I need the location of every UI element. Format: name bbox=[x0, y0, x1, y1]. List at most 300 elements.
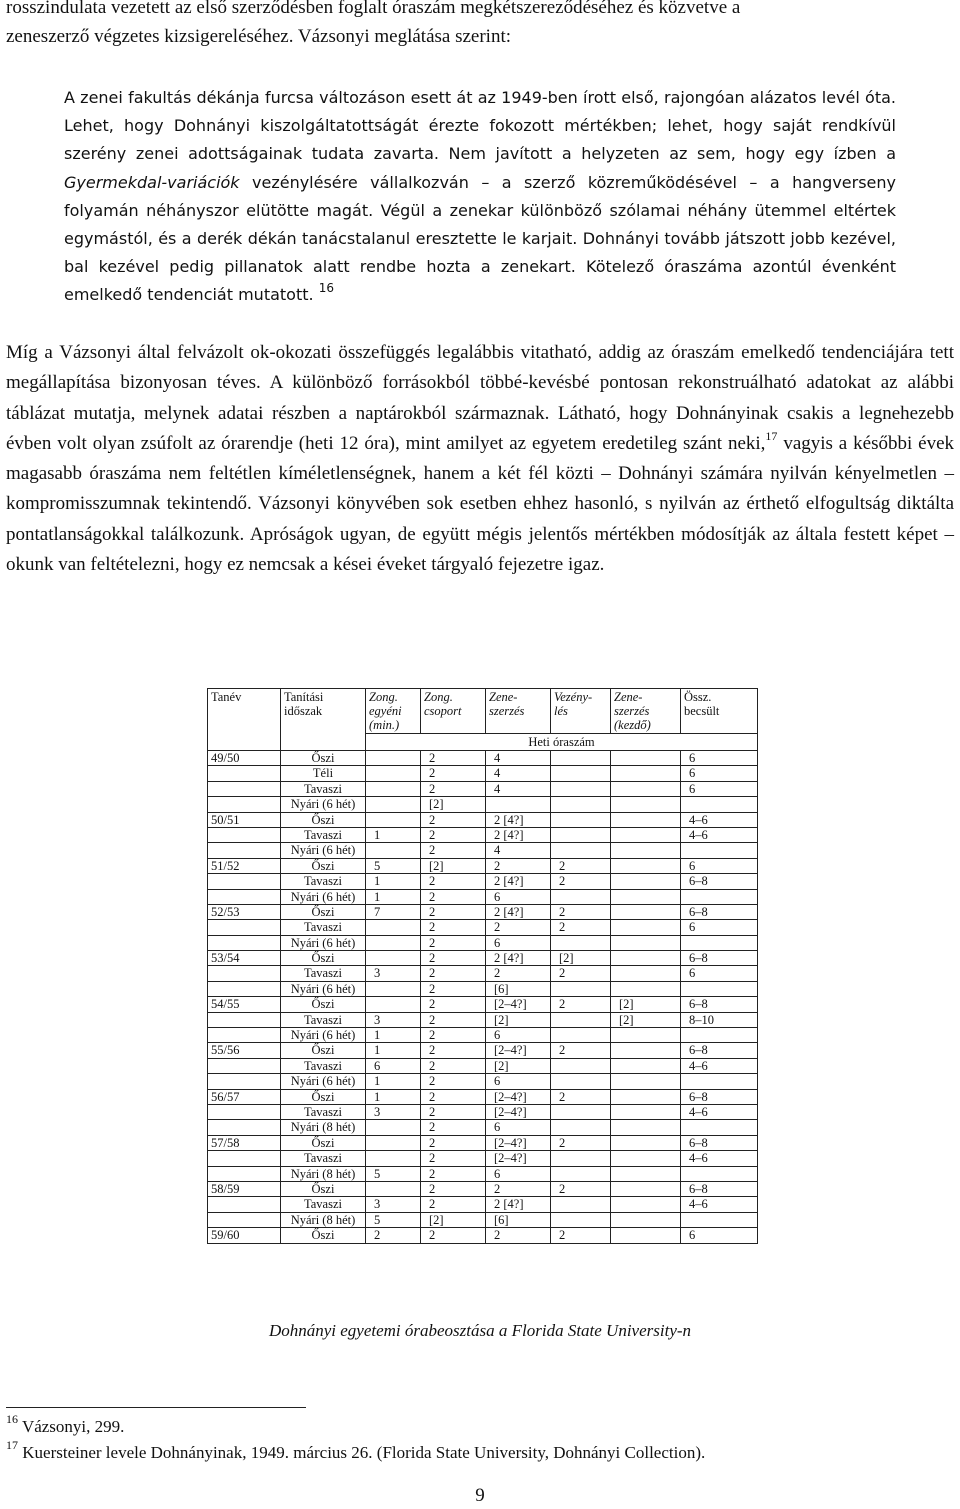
cell-tanev: 51/52 bbox=[208, 858, 281, 873]
cell-idoszak: Nyári (6 hét) bbox=[281, 935, 366, 950]
cell-tanev bbox=[208, 935, 281, 950]
intro-line-2: zeneszerző végzetes kizsigereléséhez. Vázsonyi meglátása szerint: bbox=[6, 25, 512, 47]
cell-vezenyles: 2 bbox=[551, 874, 611, 889]
table-row bbox=[208, 827, 758, 842]
cell-vezenyles bbox=[551, 981, 611, 996]
cell-csoport: 2 bbox=[421, 920, 486, 935]
cell-tanev bbox=[208, 1212, 281, 1227]
cell-csoport: 2 bbox=[421, 843, 486, 858]
cell-kezdo bbox=[611, 935, 681, 950]
table-row bbox=[208, 1135, 758, 1150]
table-row bbox=[208, 1166, 758, 1181]
footnote-ref-16[interactable]: 16 bbox=[318, 281, 334, 296]
cell-zeneszerzes: [2–4?] bbox=[486, 1043, 551, 1058]
cell-vezenyles bbox=[551, 889, 611, 904]
page-number: 9 bbox=[475, 1485, 485, 1506]
cell-idoszak: Őszi bbox=[281, 1228, 366, 1243]
cell-idoszak: Tavaszi bbox=[281, 1197, 366, 1212]
cell-csoport: 2 bbox=[421, 1043, 486, 1058]
cell-ossz: 6 bbox=[681, 1228, 758, 1243]
cell-egyeni bbox=[366, 951, 421, 966]
cell-idoszak: Tavaszi bbox=[281, 1012, 366, 1027]
cell-vezenyles bbox=[551, 1058, 611, 1073]
cell-ossz bbox=[681, 843, 758, 858]
cell-kezdo bbox=[611, 1043, 681, 1058]
cell-idoszak: Tavaszi bbox=[281, 1151, 366, 1166]
cell-kezdo bbox=[611, 1166, 681, 1181]
cell-tanev bbox=[208, 1012, 281, 1027]
cell-tanev bbox=[208, 827, 281, 842]
cell-csoport: 2 bbox=[421, 766, 486, 781]
cell-csoport: 2 bbox=[421, 827, 486, 842]
cell-egyeni: 1 bbox=[366, 1028, 421, 1043]
cell-zeneszerzes: 4 bbox=[486, 843, 551, 858]
table-row bbox=[208, 751, 758, 766]
cell-kezdo bbox=[611, 766, 681, 781]
intro-text bbox=[6, 0, 954, 52]
cell-csoport: 2 bbox=[421, 889, 486, 904]
cell-tanev: 55/56 bbox=[208, 1043, 281, 1058]
cell-kezdo: [2] bbox=[611, 997, 681, 1012]
table-row bbox=[208, 812, 758, 827]
table-row bbox=[208, 1120, 758, 1135]
cell-kezdo bbox=[611, 827, 681, 842]
cell-egyeni bbox=[366, 1181, 421, 1196]
table-row bbox=[208, 1089, 758, 1104]
cell-ossz: 6 bbox=[681, 766, 758, 781]
cell-ossz: 6–8 bbox=[681, 1181, 758, 1196]
cell-ossz: 4–6 bbox=[681, 1104, 758, 1119]
cell-idoszak: Őszi bbox=[281, 858, 366, 873]
table-row bbox=[208, 858, 758, 873]
cell-egyeni bbox=[366, 1120, 421, 1135]
schedule-table bbox=[207, 688, 758, 1244]
header-csoport: Zong. csoport bbox=[421, 689, 486, 734]
cell-vezenyles bbox=[551, 781, 611, 796]
cell-vezenyles bbox=[551, 751, 611, 766]
cell-vezenyles bbox=[551, 766, 611, 781]
cell-tanev: 59/60 bbox=[208, 1228, 281, 1243]
cell-csoport: 2 bbox=[421, 1166, 486, 1181]
cell-vezenyles: 2 bbox=[551, 997, 611, 1012]
cell-tanev bbox=[208, 797, 281, 812]
header-idoszak: Tanítási időszak bbox=[281, 689, 366, 751]
cell-kezdo bbox=[611, 1074, 681, 1089]
cell-egyeni bbox=[366, 751, 421, 766]
cell-kezdo bbox=[611, 1228, 681, 1243]
cell-egyeni: 5 bbox=[366, 858, 421, 873]
table-row bbox=[208, 904, 758, 919]
cell-zeneszerzes bbox=[486, 797, 551, 812]
cell-ossz: 4–6 bbox=[681, 812, 758, 827]
cell-egyeni: 1 bbox=[366, 827, 421, 842]
cell-ossz bbox=[681, 1166, 758, 1181]
footnote-17 bbox=[6, 1438, 706, 1463]
cell-vezenyles: 2 bbox=[551, 858, 611, 873]
table-row bbox=[208, 1212, 758, 1227]
cell-egyeni bbox=[366, 997, 421, 1012]
cell-kezdo bbox=[611, 1197, 681, 1212]
cell-kezdo bbox=[611, 1028, 681, 1043]
cell-egyeni bbox=[366, 920, 421, 935]
table-row bbox=[208, 997, 758, 1012]
table-row bbox=[208, 1028, 758, 1043]
cell-zeneszerzes: 2 [4?] bbox=[486, 951, 551, 966]
cell-egyeni bbox=[366, 1135, 421, 1150]
cell-egyeni: 5 bbox=[366, 1212, 421, 1227]
cell-vezenyles bbox=[551, 935, 611, 950]
cell-zeneszerzes: 2 [4?] bbox=[486, 827, 551, 842]
cell-tanev bbox=[208, 1120, 281, 1135]
cell-egyeni: 1 bbox=[366, 874, 421, 889]
cell-egyeni bbox=[366, 766, 421, 781]
cell-vezenyles: 2 bbox=[551, 1181, 611, 1196]
block-quote bbox=[64, 84, 896, 310]
cell-egyeni: 1 bbox=[366, 1089, 421, 1104]
cell-vezenyles bbox=[551, 1012, 611, 1027]
cell-zeneszerzes: 4 bbox=[486, 781, 551, 796]
table-row bbox=[208, 1012, 758, 1027]
table-row bbox=[208, 1104, 758, 1119]
cell-csoport: 2 bbox=[421, 1197, 486, 1212]
cell-kezdo: [2] bbox=[611, 1012, 681, 1027]
cell-kezdo bbox=[611, 874, 681, 889]
cell-kezdo bbox=[611, 751, 681, 766]
cell-zeneszerzes: [2–4?] bbox=[486, 997, 551, 1012]
cell-idoszak: Őszi bbox=[281, 1135, 366, 1150]
cell-zeneszerzes: 6 bbox=[486, 935, 551, 950]
table-row bbox=[208, 1074, 758, 1089]
cell-zeneszerzes: [2–4?] bbox=[486, 1151, 551, 1166]
cell-tanev bbox=[208, 766, 281, 781]
cell-egyeni bbox=[366, 935, 421, 950]
cell-csoport: 2 bbox=[421, 1058, 486, 1073]
footnote-17-number: 17 bbox=[6, 1438, 18, 1453]
cell-csoport: 2 bbox=[421, 751, 486, 766]
cell-ossz bbox=[681, 889, 758, 904]
cell-ossz: 4–6 bbox=[681, 827, 758, 842]
cell-idoszak: Őszi bbox=[281, 812, 366, 827]
cell-vezenyles bbox=[551, 1166, 611, 1181]
cell-tanev bbox=[208, 889, 281, 904]
cell-idoszak: Őszi bbox=[281, 904, 366, 919]
cell-csoport: [2] bbox=[421, 797, 486, 812]
cell-zeneszerzes: [2] bbox=[486, 1012, 551, 1027]
cell-idoszak: Nyári (8 hét) bbox=[281, 1120, 366, 1135]
table-header-row bbox=[208, 689, 758, 734]
cell-zeneszerzes: 2 [4?] bbox=[486, 1197, 551, 1212]
cell-tanev bbox=[208, 1028, 281, 1043]
cell-tanev bbox=[208, 966, 281, 981]
intro-line-1: rosszindulata vezetett az első szerződésben foglalt óraszám megkétszereződéséhez és közvetve a bbox=[6, 0, 741, 18]
cell-csoport: 2 bbox=[421, 951, 486, 966]
cell-csoport: 2 bbox=[421, 935, 486, 950]
cell-tanev bbox=[208, 1058, 281, 1073]
cell-idoszak: Tavaszi bbox=[281, 1104, 366, 1119]
cell-egyeni bbox=[366, 812, 421, 827]
cell-zeneszerzes: 4 bbox=[486, 766, 551, 781]
cell-vezenyles: 2 bbox=[551, 966, 611, 981]
cell-kezdo bbox=[611, 812, 681, 827]
cell-egyeni: 3 bbox=[366, 1197, 421, 1212]
cell-zeneszerzes: [2] bbox=[486, 1058, 551, 1073]
cell-kezdo bbox=[611, 920, 681, 935]
footnote-separator bbox=[6, 1407, 306, 1408]
cell-vezenyles bbox=[551, 1074, 611, 1089]
cell-ossz: 8–10 bbox=[681, 1012, 758, 1027]
cell-idoszak: Őszi bbox=[281, 1089, 366, 1104]
cell-csoport: 2 bbox=[421, 1135, 486, 1150]
cell-tanev: 52/53 bbox=[208, 904, 281, 919]
cell-vezenyles bbox=[551, 1120, 611, 1135]
cell-idoszak: Nyári (8 hét) bbox=[281, 1166, 366, 1181]
cell-kezdo bbox=[611, 1104, 681, 1119]
cell-idoszak: Tavaszi bbox=[281, 1058, 366, 1073]
cell-tanev: 53/54 bbox=[208, 951, 281, 966]
cell-csoport: 2 bbox=[421, 1104, 486, 1119]
cell-zeneszerzes: 2 [4?] bbox=[486, 874, 551, 889]
cell-idoszak: Nyári (8 hét) bbox=[281, 1212, 366, 1227]
table-row bbox=[208, 935, 758, 950]
footnote-17-text: Kuersteiner levele Dohnányinak, 1949. március 26. (Florida State University, Dohnányi Collection). bbox=[18, 1443, 706, 1462]
main-paragraph bbox=[6, 338, 954, 580]
footnote-16-text: Vázsonyi, 299. bbox=[18, 1417, 125, 1436]
cell-ossz: 6 bbox=[681, 751, 758, 766]
cell-egyeni bbox=[366, 1151, 421, 1166]
cell-idoszak: Tavaszi bbox=[281, 920, 366, 935]
cell-idoszak: Nyári (6 hét) bbox=[281, 889, 366, 904]
cell-ossz: 6 bbox=[681, 781, 758, 796]
cell-egyeni: 2 bbox=[366, 1228, 421, 1243]
cell-kezdo bbox=[611, 1058, 681, 1073]
cell-vezenyles: 2 bbox=[551, 1089, 611, 1104]
table-row bbox=[208, 1058, 758, 1073]
cell-egyeni bbox=[366, 981, 421, 996]
cell-zeneszerzes: 6 bbox=[486, 1074, 551, 1089]
table-caption: Dohnányi egyetemi órabeosztása a Florida State University-n bbox=[268, 1321, 692, 1340]
cell-tanev bbox=[208, 1197, 281, 1212]
header-heti-oraszam: Heti óraszám bbox=[366, 734, 758, 751]
cell-vezenyles bbox=[551, 827, 611, 842]
cell-ossz bbox=[681, 1120, 758, 1135]
cell-zeneszerzes: 2 [4?] bbox=[486, 812, 551, 827]
header-tanev: Tanév bbox=[208, 689, 281, 751]
header-egyeni: Zong. egyéni (min.) bbox=[366, 689, 421, 734]
cell-tanev bbox=[208, 874, 281, 889]
cell-zeneszerzes: 2 [4?] bbox=[486, 904, 551, 919]
cell-egyeni: 1 bbox=[366, 1074, 421, 1089]
header-ossz: Össz. becsült bbox=[681, 689, 758, 734]
cell-vezenyles bbox=[551, 1212, 611, 1227]
cell-ossz: 6–8 bbox=[681, 997, 758, 1012]
table-row bbox=[208, 766, 758, 781]
cell-kezdo bbox=[611, 1181, 681, 1196]
cell-kezdo bbox=[611, 889, 681, 904]
cell-csoport: 2 bbox=[421, 997, 486, 1012]
cell-ossz: 4–6 bbox=[681, 1197, 758, 1212]
cell-zeneszerzes: 2 bbox=[486, 966, 551, 981]
cell-kezdo bbox=[611, 966, 681, 981]
cell-csoport: 2 bbox=[421, 904, 486, 919]
cell-egyeni bbox=[366, 797, 421, 812]
header-vezenyles: Vezény- lés bbox=[551, 689, 611, 734]
quote-italic-title: Gyermekdal-variációk bbox=[64, 172, 240, 192]
cell-kezdo bbox=[611, 951, 681, 966]
cell-ossz bbox=[681, 1212, 758, 1227]
cell-tanev bbox=[208, 1074, 281, 1089]
cell-ossz: 6–8 bbox=[681, 874, 758, 889]
cell-vezenyles: 2 bbox=[551, 1043, 611, 1058]
cell-kezdo bbox=[611, 781, 681, 796]
cell-zeneszerzes: 2 bbox=[486, 920, 551, 935]
cell-tanev: 54/55 bbox=[208, 997, 281, 1012]
cell-zeneszerzes: 2 bbox=[486, 858, 551, 873]
cell-idoszak: Nyári (6 hét) bbox=[281, 843, 366, 858]
cell-vezenyles bbox=[551, 1028, 611, 1043]
cell-tanev: 56/57 bbox=[208, 1089, 281, 1104]
cell-tanev bbox=[208, 843, 281, 858]
cell-zeneszerzes: 6 bbox=[486, 1028, 551, 1043]
cell-ossz: 4–6 bbox=[681, 1058, 758, 1073]
cell-egyeni: 1 bbox=[366, 889, 421, 904]
cell-tanev: 58/59 bbox=[208, 1181, 281, 1196]
cell-ossz: 6 bbox=[681, 966, 758, 981]
cell-vezenyles bbox=[551, 1104, 611, 1119]
cell-idoszak: Tavaszi bbox=[281, 966, 366, 981]
cell-tanev bbox=[208, 781, 281, 796]
cell-tanev bbox=[208, 1166, 281, 1181]
cell-idoszak: Őszi bbox=[281, 751, 366, 766]
cell-ossz: 6–8 bbox=[681, 1089, 758, 1104]
cell-ossz: 4–6 bbox=[681, 1151, 758, 1166]
cell-kezdo bbox=[611, 1151, 681, 1166]
cell-ossz bbox=[681, 935, 758, 950]
cell-vezenyles: 2 bbox=[551, 1228, 611, 1243]
cell-kezdo bbox=[611, 1120, 681, 1135]
table-row bbox=[208, 1197, 758, 1212]
cell-idoszak: Őszi bbox=[281, 1181, 366, 1196]
cell-ossz: 6–8 bbox=[681, 951, 758, 966]
cell-kezdo bbox=[611, 1089, 681, 1104]
cell-csoport: 2 bbox=[421, 966, 486, 981]
cell-ossz: 6 bbox=[681, 858, 758, 873]
cell-zeneszerzes: [2–4?] bbox=[486, 1135, 551, 1150]
cell-vezenyles bbox=[551, 797, 611, 812]
cell-vezenyles bbox=[551, 1151, 611, 1166]
cell-csoport: 2 bbox=[421, 1151, 486, 1166]
cell-idoszak: Téli bbox=[281, 766, 366, 781]
cell-zeneszerzes: [2–4?] bbox=[486, 1104, 551, 1119]
cell-csoport: 2 bbox=[421, 874, 486, 889]
cell-csoport: [2] bbox=[421, 858, 486, 873]
cell-ossz: 6–8 bbox=[681, 1135, 758, 1150]
cell-egyeni bbox=[366, 843, 421, 858]
cell-idoszak: Nyári (6 hét) bbox=[281, 797, 366, 812]
cell-idoszak: Tavaszi bbox=[281, 781, 366, 796]
cell-egyeni: 3 bbox=[366, 1012, 421, 1027]
cell-vezenyles bbox=[551, 1197, 611, 1212]
cell-ossz bbox=[681, 797, 758, 812]
cell-idoszak: Tavaszi bbox=[281, 874, 366, 889]
cell-idoszak: Nyári (6 hét) bbox=[281, 1074, 366, 1089]
table-row bbox=[208, 1043, 758, 1058]
cell-zeneszerzes: 4 bbox=[486, 751, 551, 766]
cell-csoport: 2 bbox=[421, 1012, 486, 1027]
cell-csoport: 2 bbox=[421, 1074, 486, 1089]
cell-vezenyles bbox=[551, 843, 611, 858]
cell-tanev: 49/50 bbox=[208, 751, 281, 766]
cell-egyeni bbox=[366, 781, 421, 796]
cell-zeneszerzes: [2–4?] bbox=[486, 1089, 551, 1104]
cell-ossz bbox=[681, 1074, 758, 1089]
cell-idoszak: Nyári (6 hét) bbox=[281, 981, 366, 996]
cell-tanev: 50/51 bbox=[208, 812, 281, 827]
table-row bbox=[208, 889, 758, 904]
cell-zeneszerzes: [6] bbox=[486, 1212, 551, 1227]
cell-egyeni: 6 bbox=[366, 1058, 421, 1073]
footnote-ref-17[interactable]: 17 bbox=[765, 428, 778, 443]
cell-kezdo bbox=[611, 904, 681, 919]
cell-vezenyles bbox=[551, 812, 611, 827]
table-row bbox=[208, 874, 758, 889]
cell-kezdo bbox=[611, 797, 681, 812]
cell-vezenyles: 2 bbox=[551, 1135, 611, 1150]
header-zeneszerzes: Zene- szerzés bbox=[486, 689, 551, 734]
cell-csoport: 2 bbox=[421, 1181, 486, 1196]
cell-csoport: 2 bbox=[421, 1028, 486, 1043]
cell-idoszak: Nyári (6 hét) bbox=[281, 1028, 366, 1043]
cell-egyeni: 1 bbox=[366, 1043, 421, 1058]
table-row bbox=[208, 966, 758, 981]
cell-kezdo bbox=[611, 981, 681, 996]
cell-ossz: 6–8 bbox=[681, 904, 758, 919]
cell-ossz: 6–8 bbox=[681, 1043, 758, 1058]
main-text-part-1: Míg a Vázsonyi által felvázolt ok-okozati összefüggés legalábbis vitatható, addig az óraszám emelkedő tendenciájára tett megállapítása bizonyosan téves. A különböző forrásokból többé-kevésbé pontosan rekonstruálható adatokat az alábbi táblázat mutatja, melynek adatai részben a naptárokból származnak. Látható, hogy Dohnányinak csakis a legnehezebb évben volt olyan zsúfolt az órarendje (heti 12 óra), mint amilyet az egyetem eredetileg szánt neki, bbox=[6, 342, 954, 454]
cell-idoszak: Őszi bbox=[281, 1043, 366, 1058]
quote-text-part-2: vezénylésére vállalkozván – a szerző közreműködésével – a hangverseny folyamán néhányszor elütötte magát. Végül a zenekar különböző szólamai néhány ütemmel eltértek egymástól, és a derék dékán tanácstalanul eresztette le karjait. Dohnányi tovább játszott jobb kezével, bal kezével pedig pillanatok alatt rendbe hozta a zenekart. Kötelező óraszáma azontúl évenként emelkedő tendenciát mutatott. bbox=[64, 172, 896, 305]
cell-csoport: 2 bbox=[421, 1089, 486, 1104]
table-row bbox=[208, 843, 758, 858]
footnote-16 bbox=[6, 1412, 125, 1437]
table-row bbox=[208, 1151, 758, 1166]
table-row bbox=[208, 951, 758, 966]
cell-zeneszerzes: 2 bbox=[486, 1228, 551, 1243]
cell-ossz bbox=[681, 981, 758, 996]
cell-egyeni: 7 bbox=[366, 904, 421, 919]
cell-zeneszerzes: 2 bbox=[486, 1181, 551, 1196]
cell-idoszak: Őszi bbox=[281, 951, 366, 966]
cell-idoszak: Tavaszi bbox=[281, 827, 366, 842]
cell-zeneszerzes: 6 bbox=[486, 889, 551, 904]
table-row bbox=[208, 797, 758, 812]
cell-zeneszerzes: 6 bbox=[486, 1120, 551, 1135]
cell-tanev: 57/58 bbox=[208, 1135, 281, 1150]
cell-vezenyles: 2 bbox=[551, 920, 611, 935]
header-kezdo: Zene- szerzés (kezdő) bbox=[611, 689, 681, 734]
cell-csoport: 2 bbox=[421, 812, 486, 827]
cell-tanev bbox=[208, 981, 281, 996]
table-row bbox=[208, 781, 758, 796]
cell-kezdo bbox=[611, 1212, 681, 1227]
cell-tanev bbox=[208, 1104, 281, 1119]
cell-egyeni: 3 bbox=[366, 966, 421, 981]
cell-csoport: 2 bbox=[421, 781, 486, 796]
cell-zeneszerzes: 6 bbox=[486, 1166, 551, 1181]
main-text-part-2: vagyis a későbbi évek magasabb óraszáma nem feltétlen kíméletlenségnek, hanem a két fél közti – Dohnányi számára nyilván kényelmetlen – kompromisszumnak tekintendő. Vázsonyi könyvében sok esetben ehhez hasonló, s nyilván az érthető elfogultság diktálta pontatlanságokkal találkozunk. Apróságok ugyan, de együtt mégis jelentős mértékben módosítják az általa festett képet – okunk van feltételezni, hogy ez nemcsak a kései éveket tárgyaló fejezetre igaz. bbox=[6, 432, 954, 576]
cell-vezenyles: 2 bbox=[551, 904, 611, 919]
cell-ossz bbox=[681, 1028, 758, 1043]
cell-zeneszerzes: [6] bbox=[486, 981, 551, 996]
